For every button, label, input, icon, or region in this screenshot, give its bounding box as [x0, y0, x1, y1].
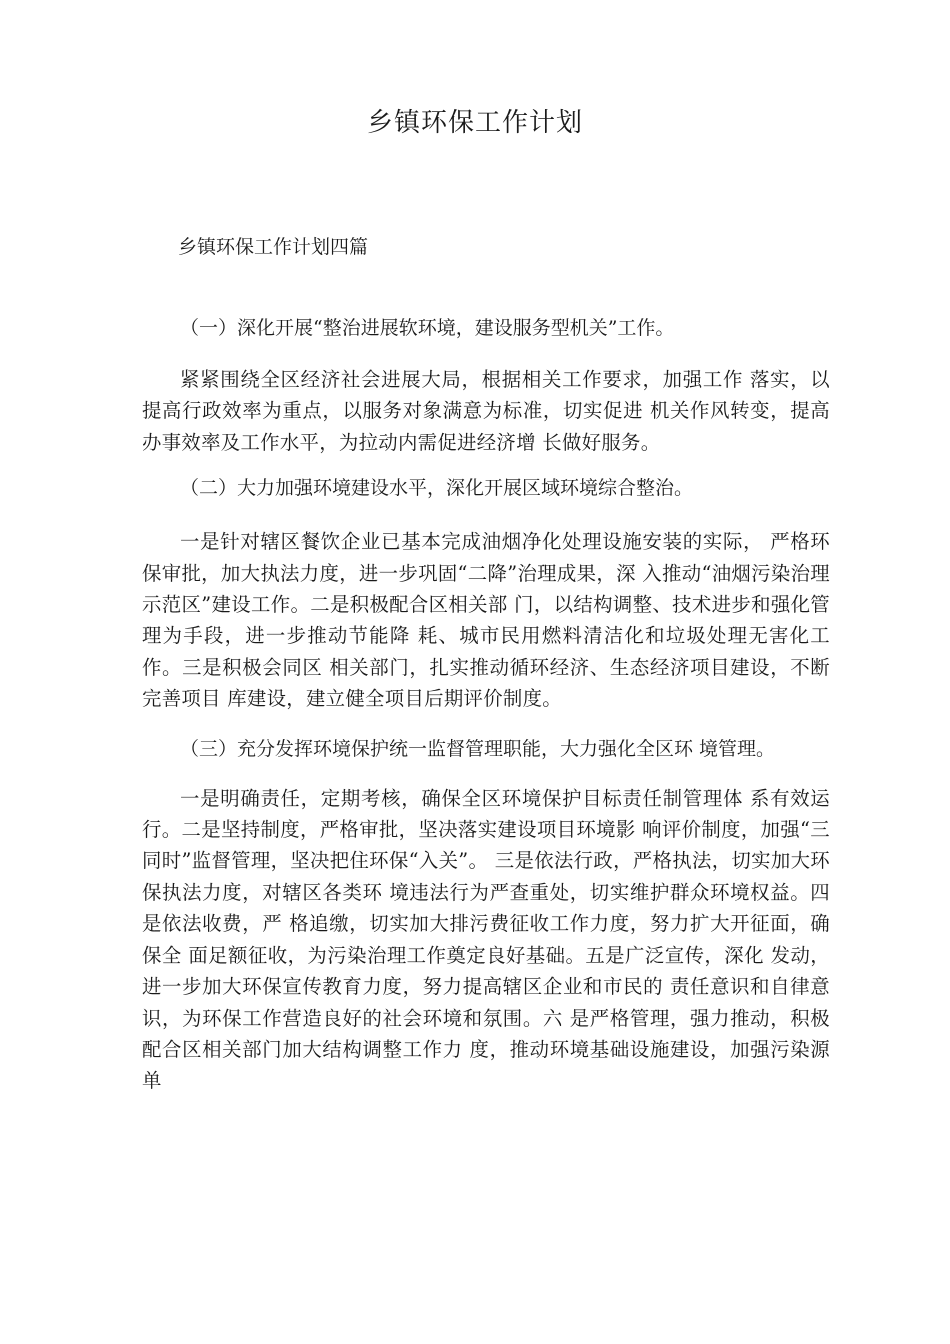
section-3-paragraph: 一是明确责任，定期考核，确保全区环境保护目标责任制管理体 系有效运行。二是坚持制度，严格审批，坚决落实建设项目环境影 响评价制度，加强“三同时”监督管理，坚决把住环保“入关”。 三是依法行政，严格执法，切实加大环保执法力度，对辖区各类环 境违法行为严查重处，切实维护群众环境权益。四是依法收费，严 格追缴，切实加大排污费征收工作力度，努力扩大开征面，确保全 面足额征收，为污染治理工作奠定良好基础。五是广泛宣传，深化 发动，进一步加大环保宣传教育力度，努力提高辖区企业和市民的 责任意识和自律意识，为环保工作营造良好的社会环境和氛围。六 是严格管理，强力推动，积极配合区相关部门加大结构调整工作力 度，推动环境基础设施建设，加强污染源单: [142, 786, 830, 1093]
section-1-heading: （一）深化开展“整治进展软环境，建设服务型机关”工作。: [180, 317, 675, 339]
section-3-heading: （三）充分发挥环境保护统一监督管理职能，大力强化全区环 境管理。: [180, 737, 776, 760]
document-body: [142, 312, 830, 1111]
document-title: 乡镇环保工作计划: [366, 108, 583, 138]
section-2-paragraph: 一是针对辖区餐饮企业已基本完成油烟净化处理设施安装的实际， 严格环保审批，加大执法力度，进一步巩固“二降”治理成果，深 入推动“油烟污染治理示范区”建设工作。二是积极配合区相关部 门，以结构调整、技术进步和强化管理为手段，进一步推动节能降 耗、城市民用燃料清洁化和垃圾处理无害化工作。三是积极会同区 相关部门，扎实推动循环经济、生态经济项目建设，不断完善项目 库建设，建立健全项目后期评价制度。: [142, 530, 830, 711]
section-1-paragraph: 紧紧围绕全区经济社会进展大局，根据相关工作要求，加强工作 落实，以提高行政效率为重点，以服务对象满意为标准，切实促进 机关作风转变，提高办事效率及工作水平，为拉动内需促进经济增 长做好服务。: [142, 368, 830, 454]
section-2-heading: （二）大力加强环境建设水平，深化开展区域环境综合整治。: [180, 477, 694, 500]
document-subtitle: 乡镇环保工作计划四篇: [178, 236, 369, 258]
